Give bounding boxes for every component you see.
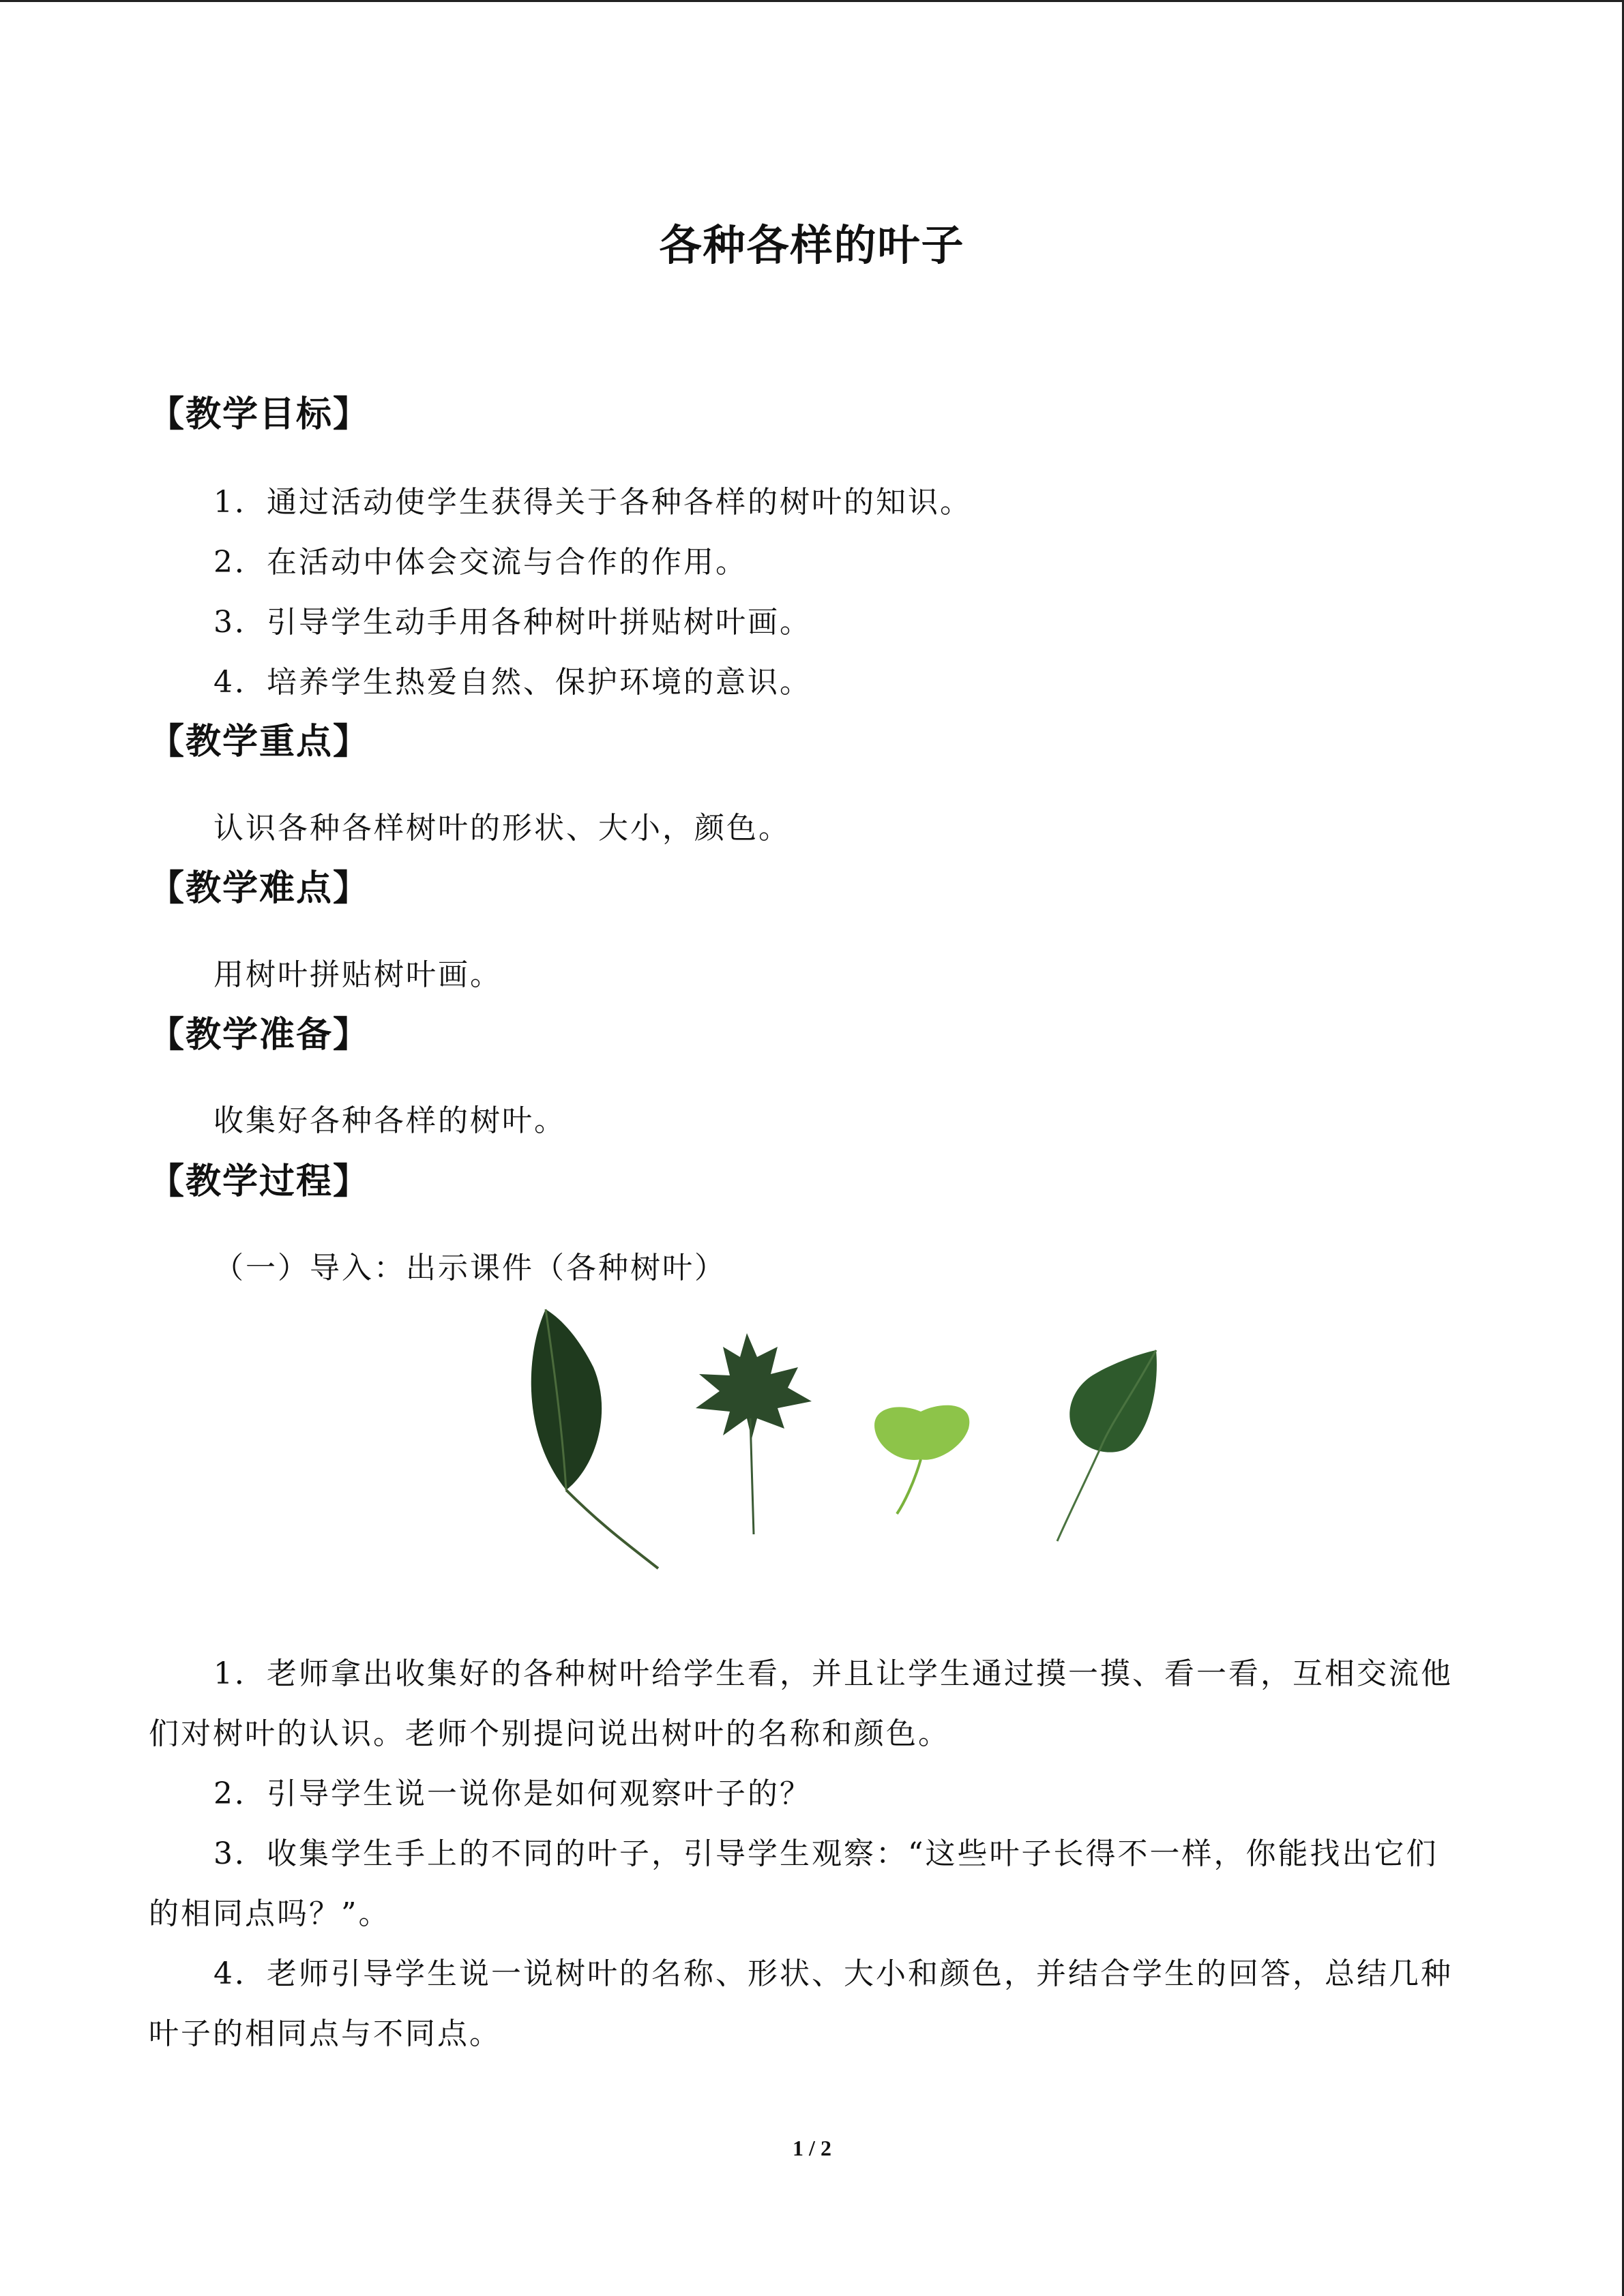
ginkgo-leaf-image xyxy=(874,1405,969,1514)
page-top-border xyxy=(0,0,1624,2)
objective-item-3: 3．引导学生动手用各种树叶拼贴树叶画。 xyxy=(213,605,812,640)
heading-objectives: 【教学目标】 xyxy=(149,394,370,435)
document-title: 各种各样的叶子 xyxy=(659,220,965,270)
page-number: 1 / 2 xyxy=(793,2136,831,2160)
maple-leaf-image xyxy=(696,1333,812,1534)
heading-preparation: 【教学准备】 xyxy=(149,1015,370,1056)
objective-item-2: 2．在活动中体会交流与合作的作用。 xyxy=(213,545,748,580)
objective-item-1: 1．通过活动使学生获得关于各种各样的树叶的知识。 xyxy=(213,485,972,520)
step-4-line-1: 4．老师引导学生说一说树叶的名称、形状、大小和颜色，并结合学生的回答，总结几种 xyxy=(213,1956,1453,1991)
heading-key-points: 【教学重点】 xyxy=(149,721,370,762)
objective-item-4: 4．培养学生热爱自然、保护环境的意识。 xyxy=(213,665,812,700)
process-intro: （一）导入：出示课件（各种树叶） xyxy=(213,1251,726,1285)
heading-difficulties: 【教学难点】 xyxy=(149,868,370,909)
key-points-text: 认识各种各样树叶的形状、大小，颜色。 xyxy=(213,811,791,846)
preparation-text: 收集好各种各样的树叶。 xyxy=(213,1103,566,1138)
step-3-line-1: 3．收集学生手上的不同的叶子，引导学生观察：“这些叶子长得不一样，你能找出它们 xyxy=(213,1836,1438,1871)
leaves-illustration xyxy=(525,1299,1166,1585)
step-1-line-2: 们对树叶的认识。老师个别提问说出树叶的名称和颜色。 xyxy=(149,1716,950,1751)
difficulties-text: 用树叶拼贴树叶画。 xyxy=(213,957,502,992)
heart-leaf-image xyxy=(1057,1350,1157,1541)
step-4-line-2: 叶子的相同点与不同点。 xyxy=(149,2016,501,2051)
pointed-leaf-image xyxy=(531,1309,658,1568)
step-2: 2．引导学生说一说你是如何观察叶子的？ xyxy=(213,1776,812,1811)
step-3-line-2: 的相同点吗？”。 xyxy=(149,1896,391,1931)
heading-process: 【教学过程】 xyxy=(149,1161,370,1202)
step-1-line-1: 1．老师拿出收集好的各种树叶给学生看，并且让学生通过摸一摸、看一看，互相交流他 xyxy=(213,1656,1453,1691)
